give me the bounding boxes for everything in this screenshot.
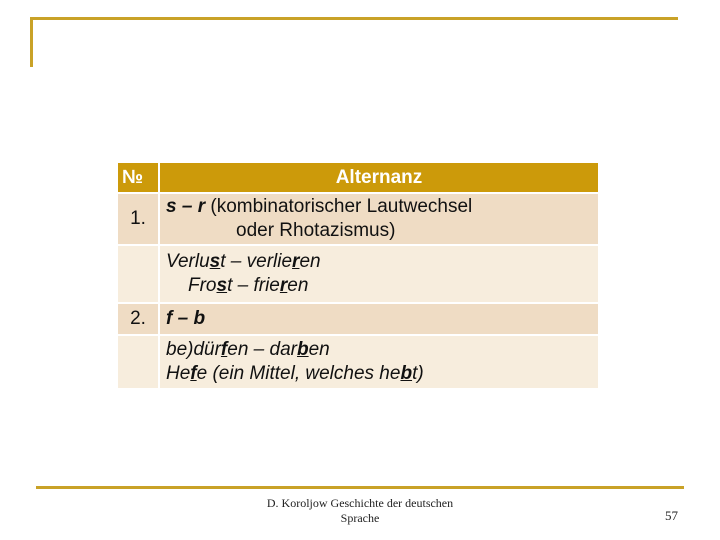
top-frame-line <box>30 17 678 20</box>
row-number <box>118 244 160 302</box>
example-line: Frost – frieren <box>188 275 309 296</box>
alternation-note: (kombinatorischer Lautwechsel <box>210 196 473 217</box>
header-number: № <box>118 163 160 192</box>
row-number <box>118 334 160 388</box>
alternation-pair: f – b <box>160 302 598 334</box>
left-frame-line <box>30 17 33 67</box>
table-header-row <box>118 163 598 192</box>
alternation-note-cont: oder Rhotazismus) <box>236 220 396 241</box>
row-number: 1. <box>118 192 160 244</box>
footer-line2: Sprache <box>340 511 380 525</box>
table-row <box>118 192 598 244</box>
table-row <box>118 334 598 388</box>
alternation-table <box>118 163 598 388</box>
footer-line1: D. Koroljow Geschichte der deutschen <box>266 496 454 510</box>
footer-text <box>250 496 470 526</box>
row-content <box>160 192 598 244</box>
row-content <box>160 334 598 388</box>
example-line: Verlust – verlieren <box>166 251 321 272</box>
row-content <box>160 244 598 302</box>
row-number: 2. <box>118 302 160 334</box>
alternation-pair: s – r <box>166 196 206 217</box>
example-line: Hefe (ein Mittel, welches hebt) <box>166 363 424 384</box>
footer-line <box>36 486 684 489</box>
example-line: be)dürfen – darben <box>166 339 330 360</box>
header-alternanz: Alternanz <box>160 163 598 192</box>
table-row <box>118 244 598 302</box>
page-number: 57 <box>665 508 678 523</box>
table-row <box>118 302 598 334</box>
